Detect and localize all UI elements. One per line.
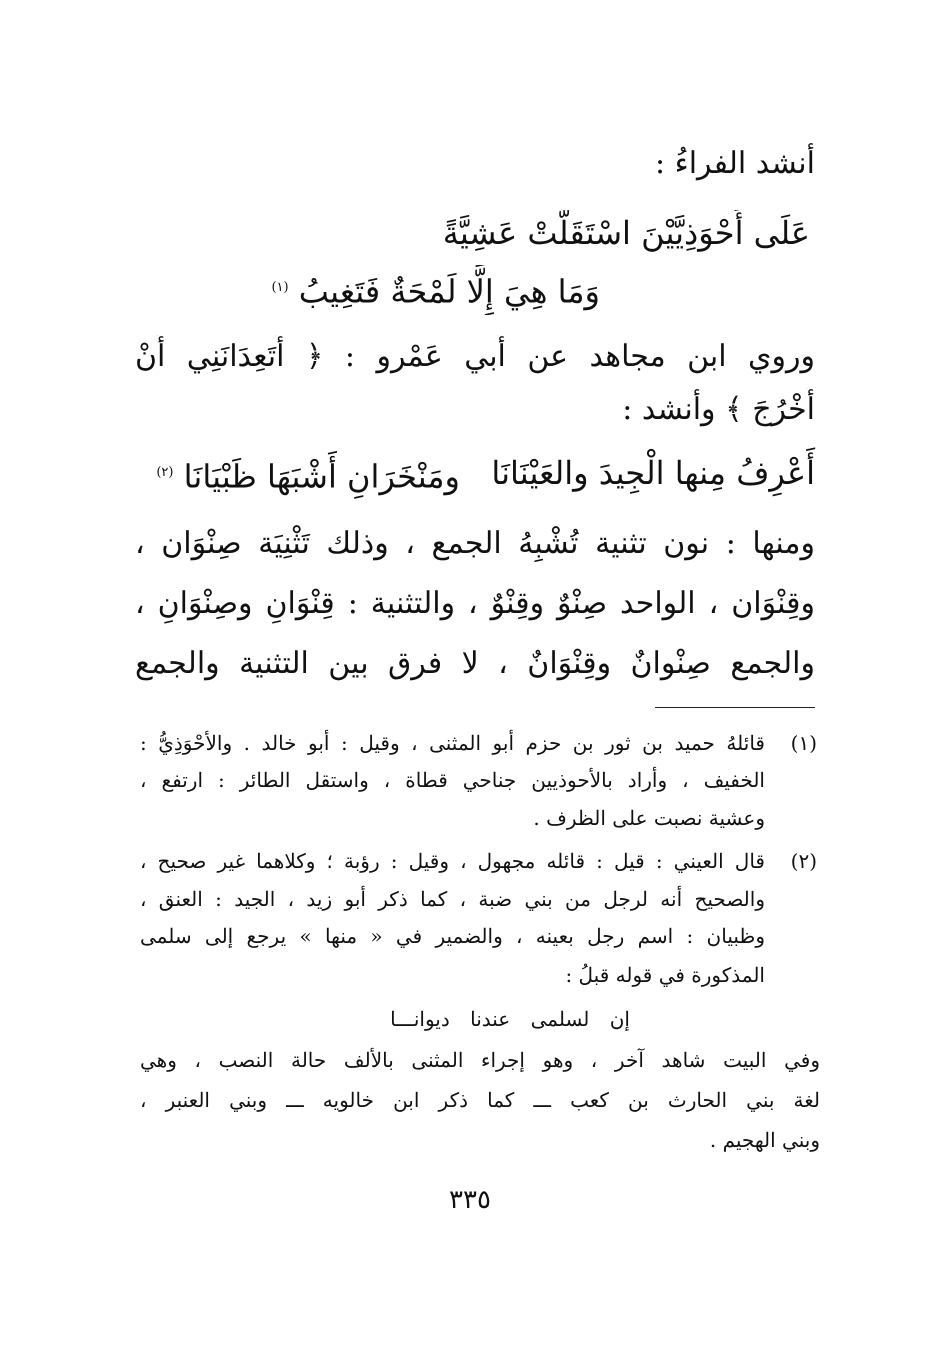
footnote-line: والصحيح أنه لرجل من بني ضبة ، كما ذكر أبو زيد ، الجيد : العنق ، [140, 887, 765, 911]
footnote-line: قال العيني : قيل : قائله مجهول ، وقيل : رؤبة ؛ وكلاهما غير صحيح ، [140, 849, 765, 873]
footnote-verse: إن لسلمى عندنا ديوانـــا [390, 1007, 630, 1031]
footnote-line: وظبيان : اسم رجل بعينه ، والضمير في « منها » يرجع إلى سلمى [140, 924, 765, 948]
footnote-marker: (١) [271, 280, 289, 295]
verse-text: ومَنْخَرَانِ أَشْبَهَا ظَبْيَانَا [183, 457, 460, 496]
footnote-number: (٢) [790, 849, 817, 873]
footnote-line: الخفيف ، وأراد بالأحوذيين جناحي قطاة ، واستقل الطائر : ارتفع ، [140, 768, 765, 792]
footnote-number: (١) [790, 731, 817, 755]
verse-hemistich [140, 450, 460, 500]
footnote-marker: (٢) [156, 465, 174, 480]
footnote-line: وفي البيت شاهد آخر ، وهو إجراء المثنى بالألف حالة النصب ، وهي [140, 1048, 820, 1072]
verse-line: عَلَى أَحْوَذِيَّيْنَ اسْتَقَلَّتْ عَشِيَّةً [442, 214, 810, 252]
footnote-line: لغة بني الحارث بن كعب ـــ كما ذكر ابن خالويه ـــ وبني العنبر ، [140, 1088, 820, 1112]
footnote-line: وبني الهجيم . [709, 1128, 820, 1152]
footnote-line: وعشية نصبت على الظرف . [533, 806, 765, 830]
text-line: وقِنْوَان ، الواحد صِنْوٌ وقِنْوٌ ، والتثنية : قِنْوَانِ وصِنْوَانِ ، [135, 586, 815, 621]
footnote-line: قائلهُ حميد بن ثور بن حزم أبو المثنى ، وقيل : أبو خالد . والأحْوَذِيُّ : [140, 731, 765, 755]
verse-line [180, 265, 600, 315]
page-number: ٣٣٥ [449, 1185, 491, 1215]
footnote-line: المذكورة في قوله قبلُ : [565, 963, 765, 987]
verse-hemistich: أَعْرِفُ مِنها الْجِيدَ والعَيْنَانَا [491, 454, 815, 492]
text-line: والجمع صِنْوانٌ وقِنْوَانٌ ، لا فرق بين التثنية والجمع [135, 646, 815, 681]
text-line: أنشد الفراءُ : [654, 146, 815, 181]
text-line: ومنها : نون تثنية تُشْبِهُ الجمع ، وذلك تَثْنِيَة صِنْوَان ، [135, 526, 815, 561]
text-line: أَخْرُجَ ﴾ وأنشد : [622, 392, 815, 427]
verse-text: وَمَا هِيَ إِلَّا لَمْحَةٌ فَتَغِيبُ [298, 272, 600, 311]
text-line: وروي ابن مجاهد عن أَبي عَمْرو : ﴿ أَتَعِدَانَنِي أَنْ [135, 339, 815, 374]
footnote-separator [655, 707, 815, 708]
